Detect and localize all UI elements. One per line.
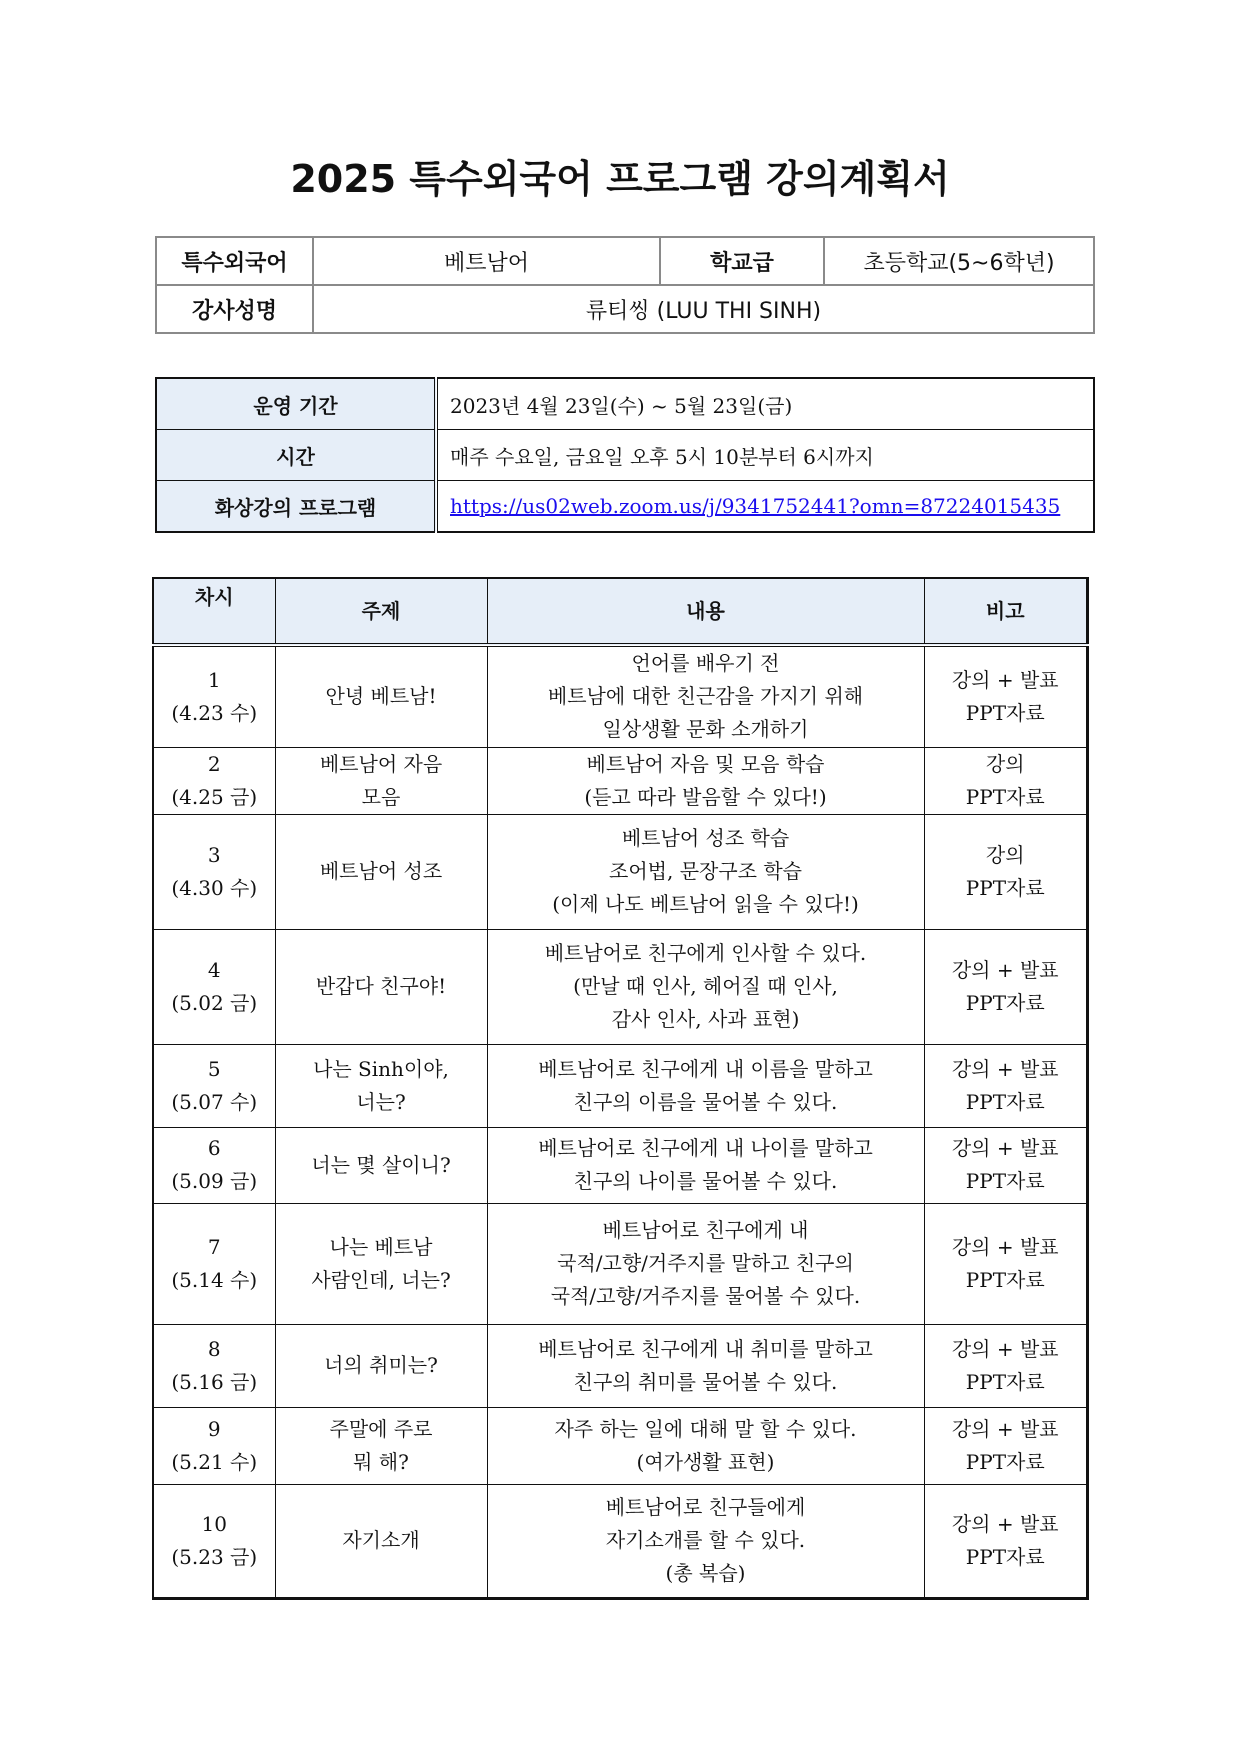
content-cell-line: 베트남어로 친구에게 내 취미를 말하고 xyxy=(538,1336,873,1361)
session-cell-line: 6 xyxy=(207,1136,221,1160)
session-cell-line: 3 xyxy=(207,842,221,867)
language-value: 베트남어 xyxy=(313,237,660,285)
table-row xyxy=(153,1484,1088,1598)
content-cell-line: 베트남어로 친구에게 내 이름을 말하고 xyxy=(538,1056,873,1081)
session-cell-line: (4.25 금) xyxy=(171,784,258,809)
schedule-table xyxy=(155,377,1095,533)
session-cell-line: 2 xyxy=(207,751,221,776)
topic-cell-line: 반갑다 친구야! xyxy=(315,974,447,998)
note-cell xyxy=(924,1484,1088,1598)
note-cell-line: PPT자료 xyxy=(965,1544,1045,1569)
note-cell xyxy=(924,645,1088,747)
content-cell xyxy=(487,1127,924,1203)
period-label: 운영 기간 xyxy=(156,378,436,430)
topic-cell-line: 베트남어 성조 xyxy=(319,859,443,883)
content-cell-line: 베트남어 자음 및 모음 학습 xyxy=(586,751,825,776)
note-cell xyxy=(924,1044,1088,1127)
topic-cell-line: 주말에 주로 xyxy=(329,1416,433,1441)
topic-cell xyxy=(275,814,487,929)
content-cell xyxy=(487,645,924,747)
session-cell-line: 7 xyxy=(207,1234,221,1259)
topic-cell-line: 뭐 해? xyxy=(353,1449,409,1474)
time-label: 시간 xyxy=(156,430,436,481)
session-cell xyxy=(153,1127,275,1203)
note-cell-line: 강의 + 발표 xyxy=(951,957,1059,982)
topic-cell xyxy=(275,747,487,814)
content-cell-line: 국적/고향/거주지를 말하고 친구의 xyxy=(557,1251,854,1275)
session-cell-line: (4.23 수) xyxy=(171,700,258,725)
note-cell-line: 강의 + 발표 xyxy=(951,667,1059,692)
session-cell xyxy=(153,929,275,1044)
time-value: 매주 수요일, 금요일 오후 5시 10분부터 6시까지 xyxy=(436,430,1094,481)
topic-cell xyxy=(275,645,487,747)
content-cell-line: 베트남어 성조 학습 xyxy=(621,826,790,850)
note-cell-line: PPT자료 xyxy=(965,1169,1045,1193)
zoom-link[interactable]: https://us02web.zoom.us/j/9341752441?omn=87224015435 xyxy=(450,494,1061,518)
content-cell-line: 베트남에 대한 친근감을 가지기 위해 xyxy=(547,684,864,709)
header-note: 비고 xyxy=(924,578,1088,645)
session-cell-line: 8 xyxy=(207,1336,221,1361)
content-cell-line: (만날 때 인사, 헤어질 때 인사, xyxy=(573,974,838,998)
topic-cell-line: 모음 xyxy=(361,784,401,809)
content-cell-line: 감사 인사, 사과 표현) xyxy=(611,1007,800,1031)
topic-cell xyxy=(275,1324,487,1407)
content-cell-line: 일상생활 문화 소개하기 xyxy=(602,717,809,742)
instructor-value: 류티씽 (LUU THI SINH) xyxy=(313,285,1094,333)
topic-cell xyxy=(275,1484,487,1598)
note-cell xyxy=(924,747,1088,814)
table-row xyxy=(153,1127,1088,1203)
note-cell-line: PPT자료 xyxy=(965,1089,1045,1114)
instructor-label: 강사성명 xyxy=(156,285,313,333)
course-info-table xyxy=(155,236,1095,334)
note-cell-line: PPT자료 xyxy=(965,875,1045,900)
topic-cell-line: 너는? xyxy=(356,1089,406,1114)
note-cell-line: PPT자료 xyxy=(965,1369,1045,1394)
session-cell-line: (4.30 수) xyxy=(171,875,258,900)
session-cell xyxy=(153,1407,275,1484)
topic-cell xyxy=(275,1044,487,1127)
session-cell xyxy=(153,814,275,929)
note-cell-line: PPT자료 xyxy=(965,1267,1045,1292)
table-row xyxy=(153,645,1088,747)
topic-cell-line: 안녕 베트남! xyxy=(325,684,437,709)
note-cell xyxy=(924,1407,1088,1484)
content-cell xyxy=(487,1044,924,1127)
header-session: 차시 xyxy=(153,578,275,645)
school-label: 학교급 xyxy=(660,237,824,285)
header-content: 내용 xyxy=(487,578,924,645)
session-cell-line: (5.23 금) xyxy=(171,1544,258,1569)
content-cell xyxy=(487,929,924,1044)
content-cell-line: 베트남어로 친구에게 내 나이를 말하고 xyxy=(538,1136,873,1160)
session-cell-line: (5.21 수) xyxy=(171,1449,258,1474)
session-cell-line: 4 xyxy=(207,957,221,982)
note-cell-line: PPT자료 xyxy=(965,1449,1045,1474)
content-cell-line: 친구의 나이를 물어볼 수 있다. xyxy=(573,1169,838,1193)
table-row xyxy=(153,1203,1088,1324)
content-cell-line: 자주 하는 일에 대해 말 할 수 있다. xyxy=(554,1416,857,1441)
content-cell xyxy=(487,1324,924,1407)
content-cell-line: 베트남어로 친구들에게 xyxy=(605,1495,806,1519)
content-cell-line: (총 복습) xyxy=(665,1561,746,1585)
session-cell xyxy=(153,1044,275,1127)
content-cell-line: 베트남어로 친구에게 내 xyxy=(602,1218,809,1242)
content-cell-line: (이제 나도 베트남어 읽을 수 있다!) xyxy=(552,892,859,916)
table-row xyxy=(153,1324,1088,1407)
table-row xyxy=(153,747,1088,814)
session-cell-line: 5 xyxy=(207,1056,221,1081)
note-cell-line: PPT자료 xyxy=(965,784,1045,809)
session-cell-line: 10 xyxy=(201,1511,227,1536)
note-cell-line: 강의 + 발표 xyxy=(951,1234,1059,1259)
table-row xyxy=(153,1407,1088,1484)
note-cell-line: 강의 + 발표 xyxy=(951,1136,1059,1160)
period-value: 2023년 4월 23일(수) ~ 5월 23일(금) xyxy=(436,378,1094,430)
note-cell-line: PPT자료 xyxy=(965,990,1045,1015)
topic-cell-line: 사람인데, 너는? xyxy=(311,1267,451,1292)
topic-cell-line: 베트남어 자음 xyxy=(319,751,443,776)
session-cell-line: (5.14 수) xyxy=(171,1267,258,1292)
note-cell-line: 강의 xyxy=(985,842,1025,867)
session-cell xyxy=(153,1484,275,1598)
note-cell-line: 강의 xyxy=(985,751,1025,776)
content-cell-line: 자기소개를 할 수 있다. xyxy=(605,1528,806,1552)
program-label: 화상강의 프로그램 xyxy=(156,481,436,533)
note-cell-line: 강의 + 발표 xyxy=(951,1416,1059,1441)
table-row xyxy=(153,814,1088,929)
session-cell-line: (5.02 금) xyxy=(171,990,258,1015)
lesson-plan-table xyxy=(152,577,1089,1600)
content-cell xyxy=(487,747,924,814)
session-cell-line: (5.09 금) xyxy=(171,1169,258,1193)
topic-cell-line: 너는 몇 살이니? xyxy=(311,1152,451,1177)
session-cell-line: 1 xyxy=(207,667,221,692)
session-cell-line: (5.07 수) xyxy=(171,1089,258,1114)
session-cell xyxy=(153,747,275,814)
topic-cell xyxy=(275,1127,487,1203)
session-cell-line: (5.16 금) xyxy=(171,1369,258,1394)
topic-cell xyxy=(275,929,487,1044)
session-cell xyxy=(153,1324,275,1407)
topic-cell xyxy=(275,1407,487,1484)
note-cell xyxy=(924,814,1088,929)
table-row xyxy=(153,929,1088,1044)
note-cell xyxy=(924,1127,1088,1203)
content-cell xyxy=(487,814,924,929)
page-title: 2025 특수외국어 프로그램 강의계획서 xyxy=(290,157,950,201)
content-cell-line: 조어법, 문장구조 학습 xyxy=(609,859,802,883)
note-cell xyxy=(924,929,1088,1044)
session-cell xyxy=(153,1203,275,1324)
topic-cell xyxy=(275,1203,487,1324)
content-cell-line: 베트남어로 친구에게 인사할 수 있다. xyxy=(544,941,867,965)
content-cell-line: (듣고 따라 발음할 수 있다!) xyxy=(584,784,827,809)
topic-cell-line: 자기소개 xyxy=(342,1528,420,1552)
content-cell-line: 언어를 배우기 전 xyxy=(631,651,780,676)
session-cell-line: 9 xyxy=(207,1416,221,1441)
session-cell xyxy=(153,645,275,747)
note-cell-line: PPT자료 xyxy=(965,700,1045,725)
topic-cell-line: 나는 Sinh이야, xyxy=(313,1056,449,1081)
note-cell xyxy=(924,1203,1088,1324)
note-cell-line: 강의 + 발표 xyxy=(951,1336,1059,1361)
language-label: 특수외국어 xyxy=(156,237,313,285)
note-cell-line: 강의 + 발표 xyxy=(951,1511,1059,1536)
content-cell-line: 친구의 취미를 물어볼 수 있다. xyxy=(573,1369,838,1394)
content-cell xyxy=(487,1407,924,1484)
school-value: 초등학교(5~6학년) xyxy=(824,237,1094,285)
topic-cell-line: 너의 취미는? xyxy=(324,1353,438,1377)
content-cell-line: (여가생활 표현) xyxy=(636,1449,775,1474)
table-row xyxy=(153,1044,1088,1127)
content-cell-line: 국적/고향/거주지를 물어볼 수 있다. xyxy=(550,1284,861,1308)
note-cell-line: 강의 + 발표 xyxy=(951,1056,1059,1081)
header-topic: 주제 xyxy=(275,578,487,645)
content-cell-line: 친구의 이름을 물어볼 수 있다. xyxy=(573,1089,838,1114)
note-cell xyxy=(924,1324,1088,1407)
content-cell xyxy=(487,1484,924,1598)
content-cell xyxy=(487,1203,924,1324)
topic-cell-line: 나는 베트남 xyxy=(329,1234,433,1259)
